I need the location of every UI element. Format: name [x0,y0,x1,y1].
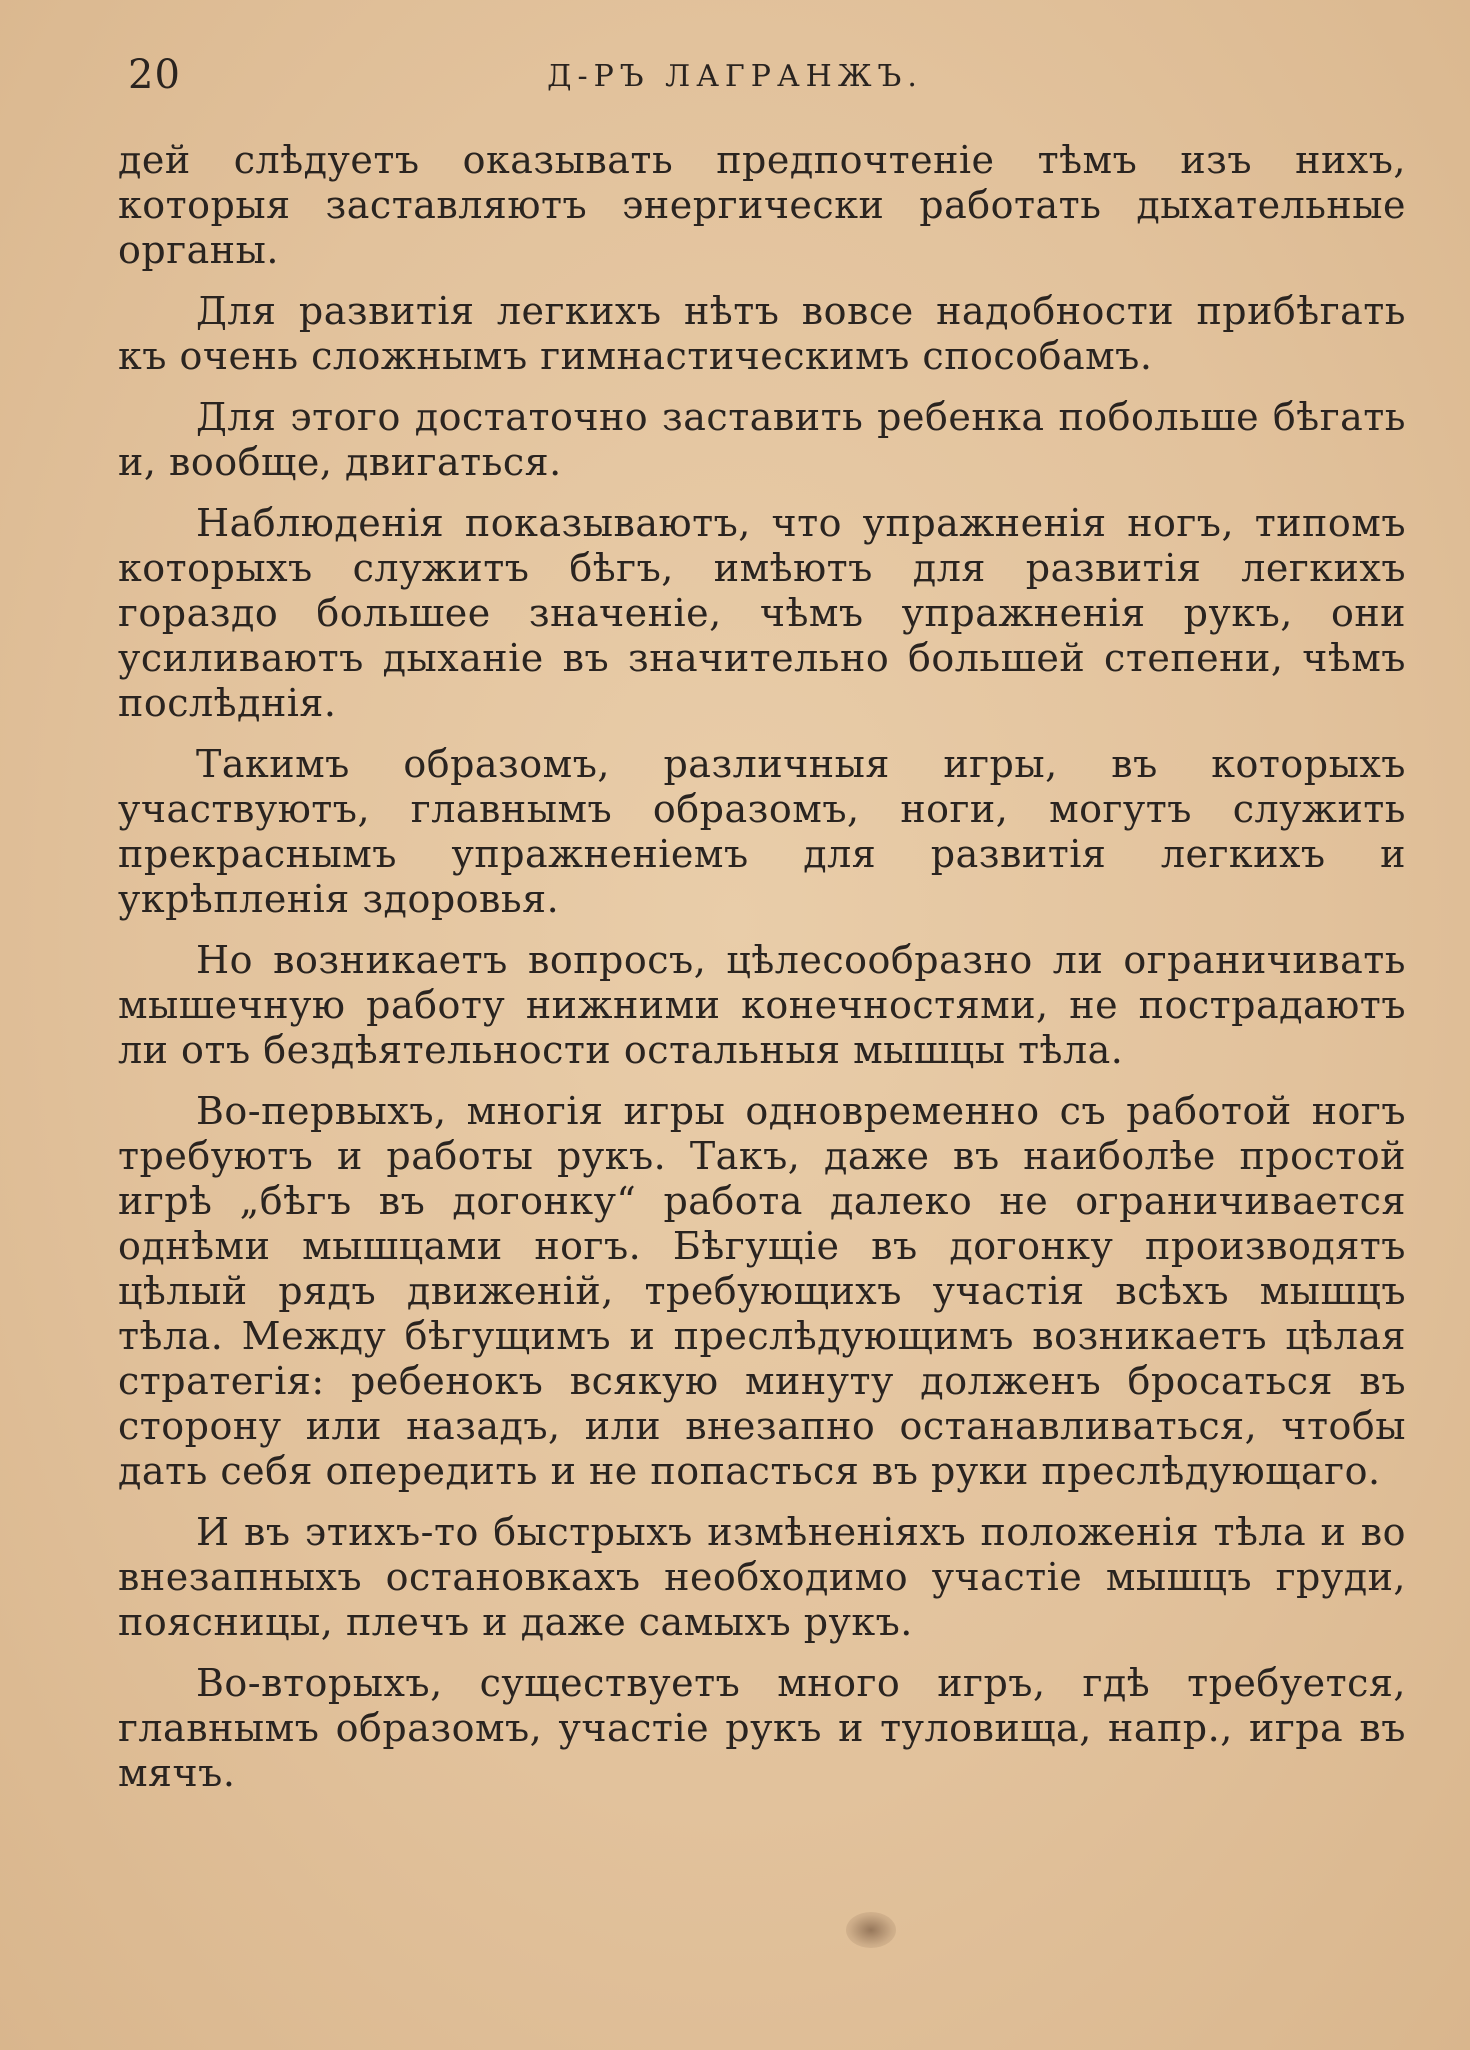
paragraph: Но возникаетъ вопросъ, цѣлесообразно ли ограничивать мышечную работу нижними конечностями, не пострадаютъ ли отъ бездѣятельности остальныя мышцы тѣла. [118,938,1406,1072]
paragraph: И въ этихъ-то быстрыхъ измѣненiяхъ положенiя тѣла и во внезапныхъ остановкахъ необходимо участiе мышцъ груди, поясницы, плечъ и даже самыхъ рукъ. [118,1510,1406,1644]
body-text [118,138,1406,1812]
paragraph: Во-вторыхъ, существуетъ много игръ, гдѣ требуется, главнымъ образомъ, участiе рукъ и туловища, напр., игра въ мячъ. [118,1661,1406,1795]
page-number: 20 [128,52,181,98]
running-head-title: Д-РЪ ЛАГРАНЖЪ. [547,59,923,94]
paper-stain [846,1912,896,1948]
paragraph: Наблюденiя показываютъ, что упражненiя ногъ, типомъ которыхъ служитъ бѣгъ, имѣютъ для развитiя легкихъ гораздо большее значенiе, чѣмъ упражненiя рукъ, они усиливаютъ дыханiе въ значительно большей степени, чѣмъ послѣднiя. [118,501,1406,725]
paragraph: Для этого достаточно заставить ребенка побольше бѣгать и, вообще, двигаться. [118,395,1406,484]
paragraph: Для развитiя легкихъ нѣтъ вовсе надобности прибѣгать къ очень сложнымъ гимнастическимъ способамъ. [118,289,1406,378]
paragraph: Такимъ образомъ, различныя игры, въ которыхъ участвуютъ, главнымъ образомъ, ноги, могутъ служить прекраснымъ упражненiемъ для развитiя легкихъ и укрѣпленiя здоровья. [118,742,1406,921]
paragraph-continued: дей слѣдуетъ оказывать предпочтенiе тѣмъ изъ нихъ, которыя заставляютъ энергически работать дыхательные органы. [118,138,1406,272]
running-head [0,50,1470,100]
paragraph: Во-первыхъ, многiя игры одновременно съ работой ногъ требуютъ и работы рукъ. Такъ, даже въ наиболѣе простой игрѣ „бѣгъ въ догонку“ работа далеко не ограничивается однѣми мышцами ногъ. Бѣгущiе въ догонку производятъ цѣлый рядъ движенiй, требующихъ участiя всѣхъ мышцъ тѣла. Между бѣгущимъ и преслѣдующимъ возникаетъ цѣлая стратегiя: ребенокъ всякую минуту долженъ бросаться въ сторону или назадъ, или внезапно останавливаться, чтобы дать себя опередить и не попасться въ руки преслѣдующаго. [118,1089,1406,1493]
